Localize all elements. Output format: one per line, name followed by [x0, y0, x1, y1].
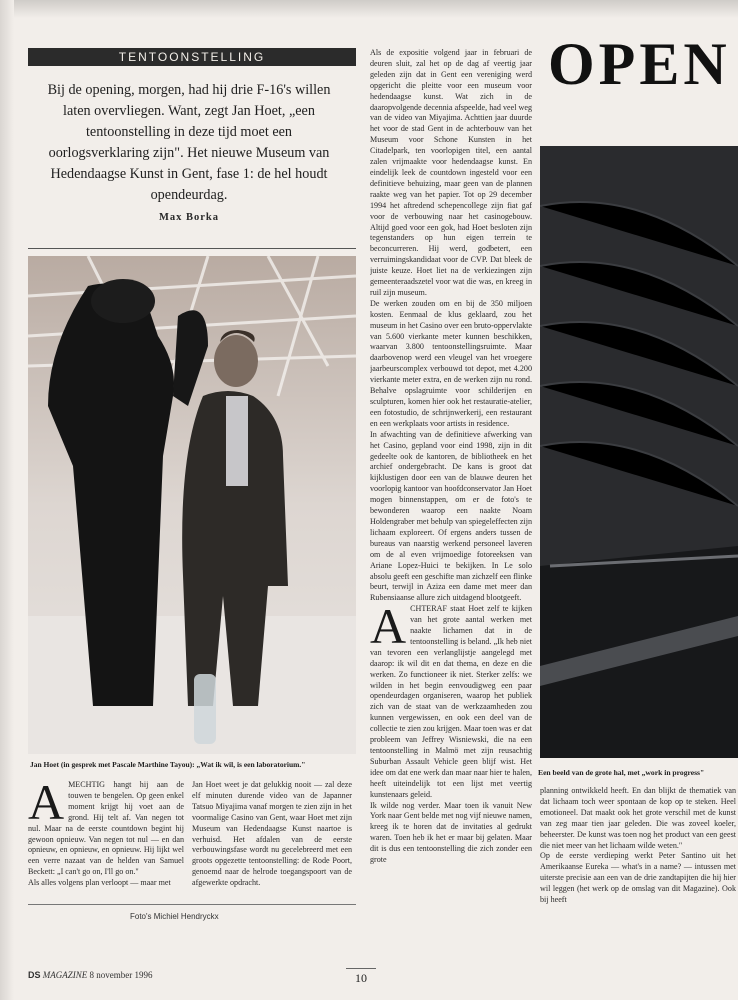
credit-divider [28, 904, 356, 905]
photo-credit: Foto's Michiel Hendryckx [130, 912, 219, 921]
section-label: TENTOONSTELLING [28, 48, 356, 66]
right-photo-caption: Een beeld van de grote hal, met „work in progress" [538, 768, 705, 777]
intro-text: Bij de opening, morgen, had hij drie F-16's willen laten overvliegen. Want, zegt Jan Hoet, „een tentoonstelling in deze tijd moet een oorlogsverklaring zijn". Het nieuwe Museum van Hedendaagse Kunst in Gent, fase 1: de hel houdt opendeurdag. [47, 82, 331, 203]
article-text: MECHTIG hangt hij aan de touwen te bengelen. Op geen enkel moment krijgt hij voet aan de grond. Hij telt af. Van negen tot nul. Maar na de eerste countdown begint hij gewoon opnieuw. Van negen tot nul — en dan opnieuw, en opnieuw, en opnieuw. Hij lijkt wel een verre nazaat van de helden van Samuel Beckett: „I can't go on, I'll go on." Als alles volgens plan verloopt — maar met [28, 780, 184, 888]
photo-jan-hoet [28, 256, 356, 754]
photo-caption: Jan Hoet (in gesprek met Pascale Marthine Tayou): „Wat ik wil, is een laboratorium." [30, 760, 306, 769]
article-column-2: Jan Hoet weet je dat gelukkig nooit — zal deze elf minuten durende video van de Japanner Tatsuo Miyajima vanaf morgen te zien zijn in het voormalige Casino van Gent, waar Hoet met zijn Museum van Hedendaagse Kunst naartoe is verhuisd. Het afdalen van de eerste verbouwingsfase wordt nu gecelebreerd met een groots opgezette tentoonstelling: de Rode Poort, genoemd naar de helrode toegangspoort van de afgewerkte opdracht. [192, 780, 352, 888]
footer-brand: DS [28, 970, 41, 980]
article-text: CHTERAF staat Hoet zelf te kijken van het grote aantal werken met naakte lichamen dat in de tentoonstelling is beland. „Ik heb niet van tevoren een verlanglijstje aangelegd met daarop: ik wil dit en dat thema, en deze en die werken. Zo functioneer ik niet. Sterker zelfs: we wilden in het begin eenvoudigweg een paar opendeurdagen organiseren, waarop het publiek zich van de staat van de werkzaamheden zou kunnen vergewissen, en ook een deel van de collectie te zien zou krijgen. Maar toen was er dat probleem van Jeffrey Wisniewski, die na een tentoonstelling in Malmö met zijn reusachtig Suburban Assault Vehicle geen blijf wist. Het idee om dat ene werk dan maar naar hier te halen, heeft uiteindelijk tot een lijst met veertig kunstenaars geleid. Ik wilde nog verder. Maar toen ik vanuit New York naar Gent belde met nog vijf nieuwe namen, kreeg ik te horen dat de invitaties al gedrukt waren. Toen heb ik het er maar bij gelaten. Maar dit is dus een tentoonstelling die zich zonder een grote [370, 604, 532, 865]
article-column-4: planning ontwikkeld heeft. En dan blijkt de thematiek van dat lichaam toch weer spontaan de kop op te steken. Heel emotioneel. Dat maakt ook het grote verschil met de kunst van zeg maar tien jaar geleden. Die was zoveel koeler, beheerster. De kunst was toen nog het product van een geest die niet meer van het lichaam wilde weten." Op de eerste verdieping werkt Peter Santino uit het Amerikaanse Eureka — what's in a name? — intussen met uiterste precisie aan een van de drie zandtapijten die hij hier wil leggen (het werk op de omslag van dit Magazine). Ook bij heeft [540, 786, 736, 905]
footer-date: 8 november 1996 [89, 970, 153, 980]
dropcap: A [370, 598, 407, 655]
footer-magazine: MAGAZINE [42, 970, 88, 980]
headline: OPEN [548, 31, 731, 97]
footer [28, 970, 153, 980]
article-column-3 [370, 48, 532, 988]
divider [28, 248, 356, 249]
article-column-1 [28, 780, 184, 960]
article-text: Als de expositie volgend jaar in februari de deuren sluit, zal het op de dag af veertig jaar geleden zijn dat in Gent een vereniging werd opgericht die pleitte voor een museum voor hedendaagse kunst. Wat zich in de daaropvolgende decennia afspeelde, had veel weg van de video van Miyajima. Achttien jaar duurde het voor de stad Gent in de achterbouw van het Museum voor Schone Kunsten in het Citadelpark, ten voorlopigen titel, een aantal zalen vrijmaakte voor hedendaagse kunst. En eindelijk leek de countdown ingesteld voor een definitieve behuizing, maar geen van de plannen raakte weg van het papier. Tot op 29 december 1994 het aftredend schepencollege zijn fiat gaf voor de verbouwing naar het casinogebouw. Altijd goed voor een gok, had Hoet besloten zijn tegenstanders op hun eigen terrein te beconcurreren. Hij werd, godbetert, een verruimingskandidaat voor de CVP. Dat bleek de juiste keuze. Hoet liet na de verkiezingen zijn gemeenteraadszetel voor wat die was, en kreeg in ruil zijn museum. De werken zouden om en bij de 350 miljoen kosten. Eenmaal de klus geklaard, zou het museum in het Casino over een bruto-oppervlakte van 5.600 vierkante meter kunnen beschikken, waarvan 3.800 tentoonstellingsruimte. Maar daarbovenop werd een vleugel van het vroegere jaarbeurscomplex verbouwd tot depot, met 4.200 vierkante meter extra, en de werken zijn nu rond. Behalve opslagruimte voor schilderijen en sculpturen, komen hier ook het restauratie-atelier, een fotostudio, de schrijnwerkerij, een restaurant en een werkplaats voor artists in residence. In afwachting van de definitieve afwerking van het Casino, gepland voor eind 1998, zijn in dit gedeelte ook de kantoren, de bibliotheek en het archief ondergebracht. De kans is groot dat kijklustigen door een van de blauwe deuren het voorlopig kantoor van hoofdconservator Jan Hoet mogen binnenstappen, om er de foto's te bewonderen waarop een naakte Noam Holdengraber met behulp van spiegeleffecten zijn lichaam exploreert. Of ergens anders tussen de bureaus van naarstig werkend personeel laveren om de al even vrijmoedige fotoreeksen van Ariane Lopez-Huici te bekijken. In Le solo absolu geeft een geschifte man zichzelf een flinke beurt, terwijl in Aziza een dame met meer dan Rubensiaanse allure zich uitdagend blootgeeft. [370, 48, 532, 603]
byline: Max Borka [158, 212, 220, 223]
photo-great-hall [540, 146, 738, 758]
page-number: 10 [346, 968, 376, 986]
dropcap: A [28, 780, 65, 830]
